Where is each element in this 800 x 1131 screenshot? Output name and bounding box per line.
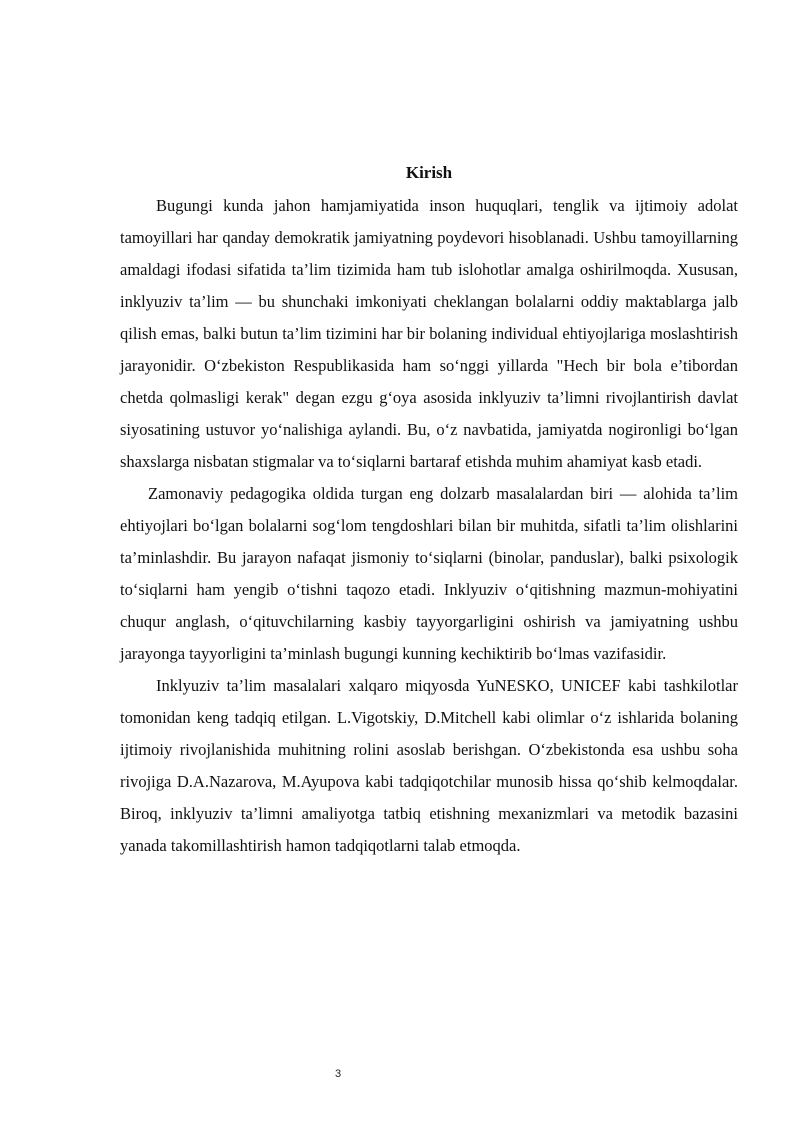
body-text <box>120 190 738 862</box>
paragraph-3: Inklyuziv ta’lim masalalari xalqaro miqyosda YuNESKO, UNICEF kabi tashkilotlar tomonidan keng tadqiq etilgan. L.Vigotskiy, D.Mitchell kabi olimlar o‘z ishlarida bolaning ijtimoiy rivojlanishida muhitning rolini asoslab berishgan. O‘zbekistonda esa ushbu soha rivojiga D.A.Nazarova, M.Ayupova kabi tadqiqotchilar munosib hissa qo‘shib kelmoqdalar. Biroq, inklyuziv ta’limni amaliyotga tatbiq etishning mexanizmlari va metodik bazasini yanada takomillashtirish hamon tadqiqotlarni talab etmoqda. <box>120 676 738 855</box>
paragraph-1: Bugungi kunda jahon hamjamiyatida inson huquqlari, tenglik va ijtimoiy adolat tamoyillari har qanday demokratik jamiyatning poydevori hisoblanadi. Ushbu tamoyillarning amaldagi ifodasi sifatida ta’lim tizimida ham tub islohotlar amalga oshirilmoqda. Xususan, inklyuziv ta’lim — bu shunchaki imkoniyati cheklangan bolalarni oddiy maktablarga jalb qilish emas, balki butun ta’lim tizimini har bir bolaning individual ehtiyojlariga moslashtirish jarayonidir. O‘zbekiston Respublikasida ham so‘nggi yillarda "Hech bir bola e’tibordan chetda qolmasligi kerak" degan ezgu g‘oya asosida inklyuziv ta’limni rivojlantirish davlat siyosatining ustuvor yo‘nalishiga aylandi. Bu, o‘z navbatida, jamiyatda nogironligi bo‘lgan shaxslarga nisbatan stigmalar va to‘siqlarni bartaraf etishda muhim ahamiyat kasb etadi. <box>120 196 738 471</box>
paragraph-2: Zamonaviy pedagogika oldida turgan eng dolzarb masalalardan biri — alohida ta’lim ehtiyojlari bo‘lgan bolalarni sog‘lom tengdoshlari bilan bir muhitda, sifatli ta’lim olishlarini ta’minlashdir. Bu jarayon nafaqat jismoniy to‘siqlarni (binolar, panduslar), balki psixologik to‘siqlarni ham yengib o‘tishni taqozo etadi. Inklyuziv o‘qitishning mazmun-mohiyatini chuqur anglash, o‘qituvchilarning kasbiy tayyorgarligini oshirish va jamiyatning ushbu jarayonga tayyorligini ta’minlash bugungi kunning kechiktirib bo‘lmas vazifasidir. <box>120 484 738 663</box>
page-heading: Kirish <box>405 163 453 182</box>
page-number: 3 <box>334 1068 342 1080</box>
